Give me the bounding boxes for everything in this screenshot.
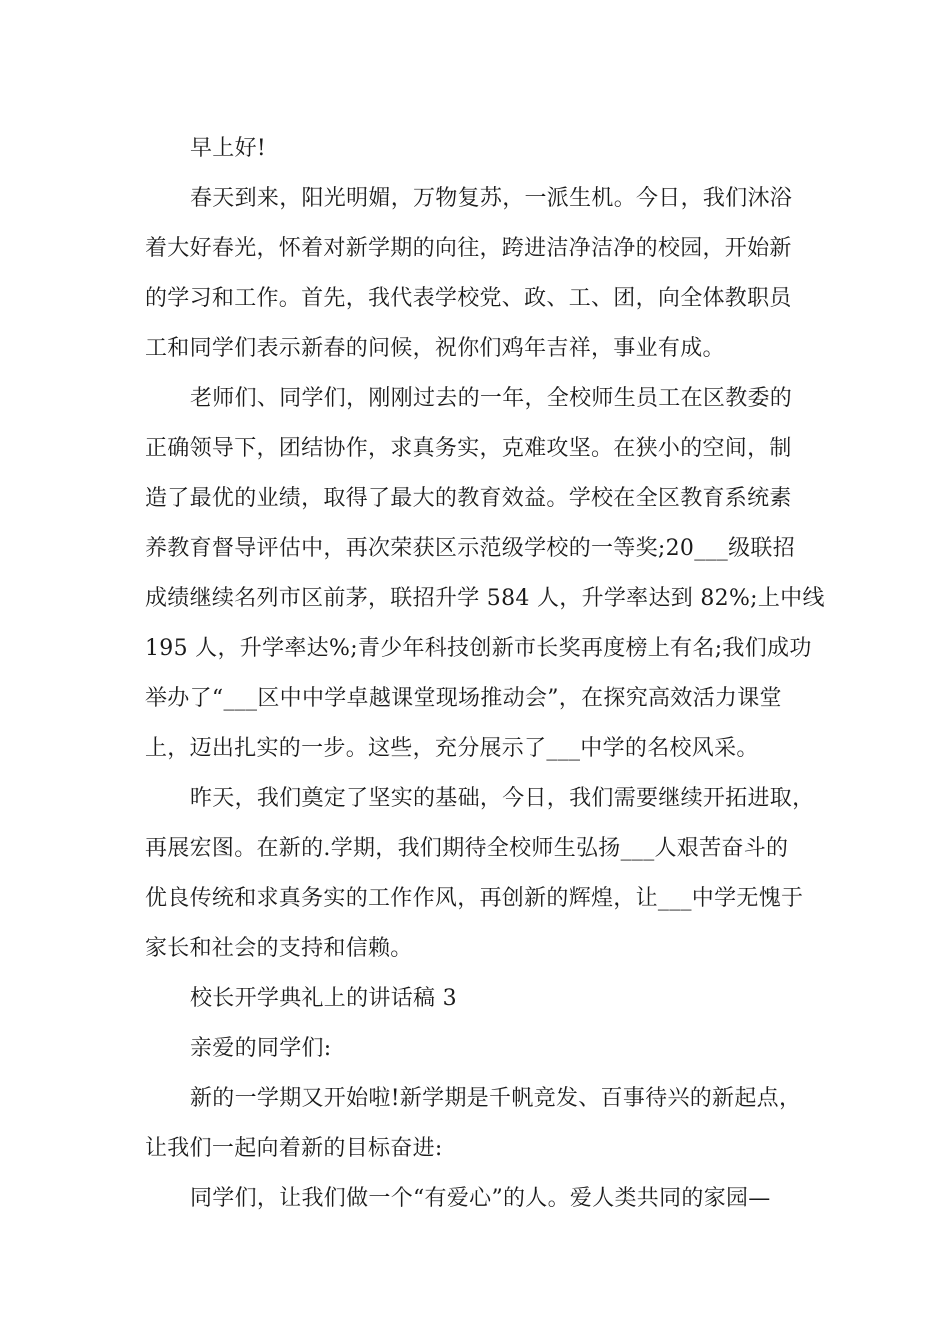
salutation-line: 亲爱的同学们: [190,1036,332,1061]
paragraph-line: 同学们，让我们做一个“有爱心”的人。爱人类共同的家园— [190,1186,771,1211]
paragraph-line: 造了最优的业绩，取得了最大的教育效益。学校在全区教育系统素 [145,486,792,511]
paragraph-line: 的学习和工作。首先，我代表学校党、政、工、团，向全体教职员 [145,286,792,311]
paragraph-line: 举办了“___区中中学卓越课堂现场推动会”，在探究高效活力课堂 [145,686,782,711]
paragraph-line: 195 人，升学率达%;青少年科技创新市长奖再度榜上有名;我们成功 [145,636,812,661]
paragraph-line: 老师们、同学们，刚刚过去的一年，全校师生员工在区教委的 [190,386,793,411]
paragraph-line: 优良传统和求真务实的工作作风，再创新的辉煌，让___中学无愧于 [145,886,804,911]
paragraph-line: 工和同学们表示新春的问候，祝你们鸡年吉祥，事业有成。 [145,336,725,361]
paragraph-line: 上，迈出扎实的一步。这些，充分展示了___中学的名校风采。 [145,736,759,761]
paragraph-line: 春天到来，阳光明媚，万物复苏，一派生机。今日，我们沐浴 [190,186,793,211]
paragraph-line: 家长和社会的支持和信赖。 [145,936,413,961]
paragraph-line: 成绩继续名列市区前茅，联招升学 584 人，升学率达到 82%;上中线 [145,586,825,611]
paragraph-line: 正确领导下，团结协作，求真务实，克难攻坚。在狭小的空间，制 [145,436,792,461]
paragraph-line: 新的一学期又开始啦!新学期是千帆竞发、百事待兴的新起点， [190,1086,802,1111]
paragraph-line: 着大好春光，怀着对新学期的向往，跨进洁净洁净的校园，开始新 [145,236,792,261]
paragraph-line: 养教育督导评估中，再次荣获区示范级学校的一等奖;20___级联招 [145,536,796,561]
greeting-line: 早上好! [190,136,267,161]
paragraph-line: 让我们一起向着新的目标奋进: [145,1136,443,1161]
paragraph-line: 再展宏图。在新的.学期，我们期待全校师生弘扬___人艰苦奋斗的 [145,836,789,861]
paragraph-line: 昨天，我们奠定了坚实的基础，今日，我们需要继续开拓进取， [190,786,815,811]
section-heading: 校长开学典礼上的讲话稿 3 [190,986,457,1011]
